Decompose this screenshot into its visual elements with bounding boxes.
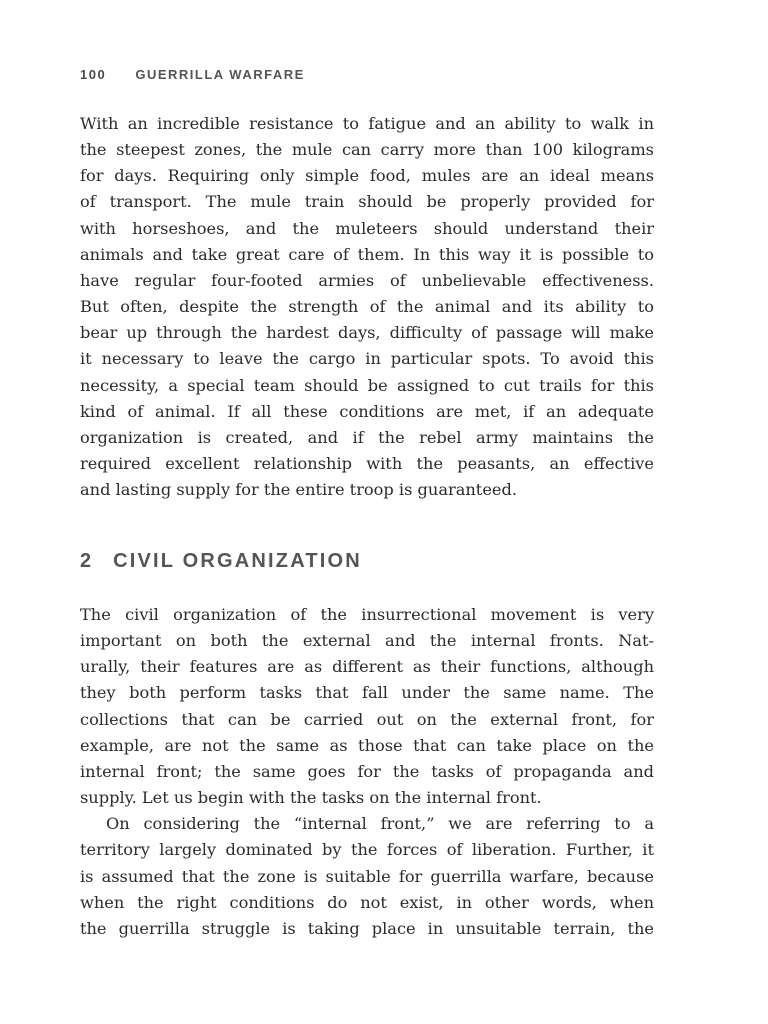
text-line: they both perform tasks that fall under the same name. The — [80, 683, 654, 703]
text-line: with horseshoes, and the muleteers should understand their — [80, 218, 654, 238]
running-head — [80, 67, 305, 82]
text-line: On considering the “internal front,” we are referring to a — [106, 814, 654, 834]
text-line: of transport. The mule train should be properly provided for — [80, 192, 654, 212]
text-line: have regular four-footed armies of unbelievable effectiveness. — [80, 270, 654, 290]
text-line: example, are not the same as those that can take place on the — [80, 735, 654, 755]
section-number: 2 — [80, 550, 94, 572]
text-line: animals and take great care of them. In this way it is possible to — [80, 244, 654, 264]
text-line: kind of animal. If all these conditions are met, if an adequate — [80, 401, 654, 421]
section-body — [80, 602, 654, 942]
text-line: The civil organization of the insurrectional movement is very — [80, 605, 654, 624]
text-line: territory largely dominated by the forces of liberation. Further, it — [80, 840, 654, 860]
text-line: necessity, a special team should be assigned to cut trails for this — [80, 375, 654, 395]
text-line: internal front; the same goes for the tasks of propaganda and — [80, 761, 654, 781]
text-line: it necessary to leave the cargo in particular spots. To avoid this — [80, 349, 654, 369]
text-line: But often, despite the strength of the animal and its ability to — [80, 297, 654, 317]
paragraph-internal-front — [80, 811, 654, 942]
section-heading — [80, 550, 362, 573]
text-line: when the right conditions do not exist, in other words, when — [80, 892, 654, 912]
paragraph-civil-organization — [80, 602, 654, 811]
running-title: GUERRILLA WARFARE — [135, 67, 305, 82]
text-line: With an incredible resistance to fatigue and an ability to walk in — [80, 114, 654, 133]
text-line: bear up through the hardest days, difficulty of passage will make — [80, 323, 654, 343]
text-line: important on both the external and the internal fronts. Nat- — [80, 631, 654, 651]
text-line: organization is created, and if the rebel army maintains the — [80, 427, 654, 447]
page-number: 100 — [80, 67, 107, 82]
text-line: required excellent relationship with the peasants, an effective — [80, 454, 654, 474]
section-title: CIVIL ORGANIZATION — [113, 550, 362, 572]
text-line: the guerrilla struggle is taking place in unsuitable terrain, the — [80, 918, 654, 938]
text-line: for days. Requiring only simple food, mules are an ideal means — [80, 166, 654, 186]
text-line: the steepest zones, the mule can carry more than 100 kilograms — [80, 140, 654, 160]
text-line: supply. Let us begin with the tasks on the internal front. — [80, 788, 542, 808]
text-line: collections that can be carried out on the external front, for — [80, 709, 654, 729]
paragraph-mule-transport — [80, 111, 654, 503]
text-line: and lasting supply for the entire troop is guaranteed. — [80, 480, 517, 500]
text-line: is assumed that the zone is suitable for guerrilla warfare, because — [80, 866, 654, 886]
text-line: urally, their features are as different as their functions, although — [80, 657, 654, 677]
